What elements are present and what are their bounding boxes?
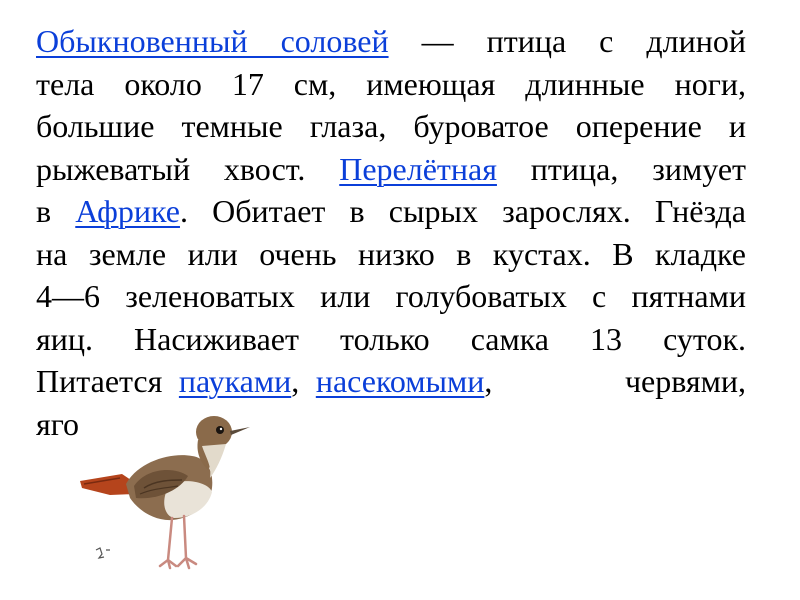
text-line-9 bbox=[36, 360, 746, 403]
link-africa[interactable]: Африке bbox=[75, 193, 180, 229]
bird-leg-left bbox=[160, 518, 176, 568]
text-fragment: Питается bbox=[36, 363, 179, 399]
bird-eye bbox=[216, 426, 224, 434]
text-line-4 bbox=[36, 148, 746, 191]
text-fragment: . Обитает в сырых зарослях. Гнёзда bbox=[179, 193, 747, 229]
text-line-8: яиц. Насиживает только самка 13 суток. bbox=[36, 320, 746, 357]
text-fragment: рыжеватый хвост. bbox=[36, 150, 340, 187]
text-fragment: в bbox=[36, 193, 76, 229]
article-paragraph bbox=[36, 20, 746, 445]
link-insects[interactable]: насекомыми bbox=[315, 363, 485, 399]
text-line-6: на земле или очень низко в кустах. В кладке bbox=[36, 235, 746, 272]
text-line-2: тела около 17 см, имеющая длинные ноги, bbox=[36, 65, 746, 102]
nightingale-illustration bbox=[74, 400, 274, 600]
link-migratory[interactable]: Перелётная bbox=[339, 150, 497, 187]
text-line-5 bbox=[36, 190, 746, 233]
bird-leg-right bbox=[178, 516, 196, 568]
link-spiders[interactable]: пауками bbox=[178, 363, 292, 399]
text-line-10: яго bbox=[36, 405, 80, 442]
text-line-1 bbox=[36, 20, 746, 63]
text-line-7: 4—6 зеленоватых или голубоватых с пятнами bbox=[36, 278, 746, 314]
text-fragment: птица, зимует bbox=[496, 150, 746, 187]
text-fragment: — птица с длиной bbox=[388, 23, 747, 59]
bird-beak bbox=[230, 427, 250, 435]
link-common-nightingale[interactable]: Обыкновенный соловей bbox=[36, 23, 389, 59]
text-fragment: , bbox=[291, 363, 316, 399]
text-line-3: большие темные глаза, буроватое оперение и bbox=[36, 108, 746, 144]
artist-signature-mark bbox=[96, 548, 110, 558]
text-fragment: , червями, bbox=[484, 363, 747, 399]
